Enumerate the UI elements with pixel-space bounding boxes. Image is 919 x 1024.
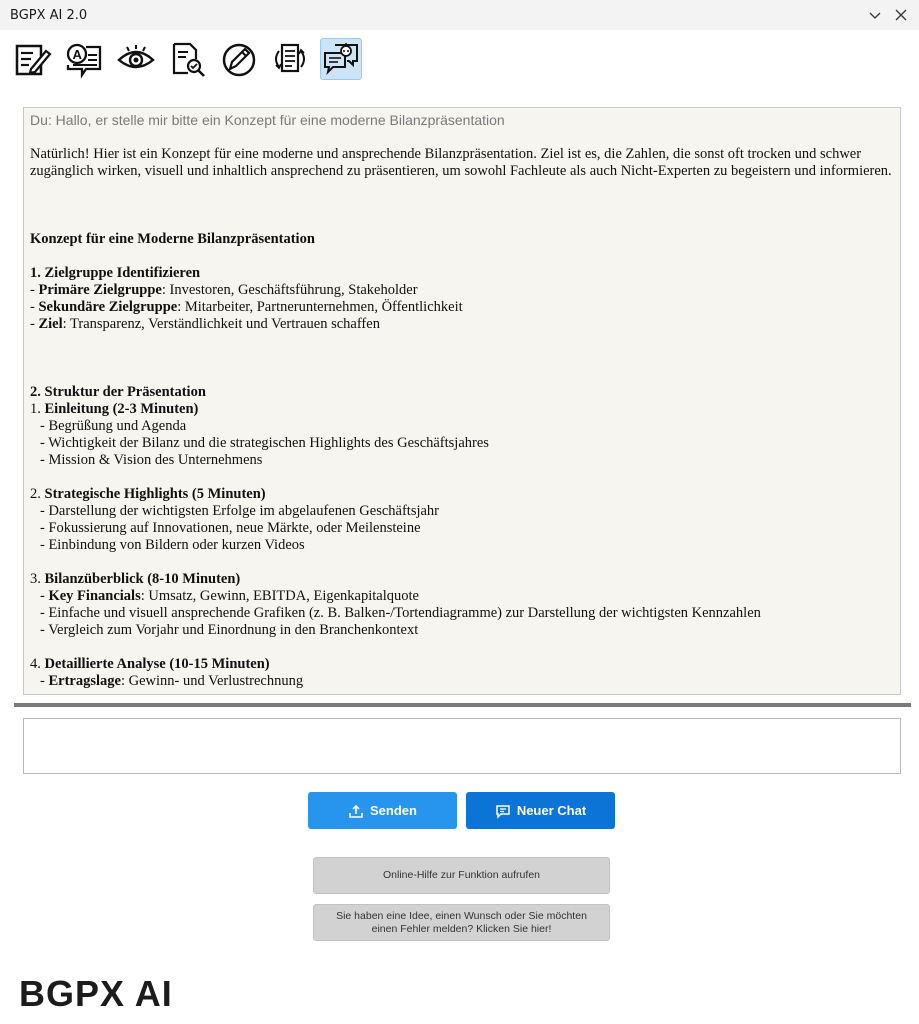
window-title: BGPX AI 2.0 (10, 8, 88, 23)
send-button-label: Senden (370, 803, 417, 818)
list-item: - Begrüßung und Agenda (40, 418, 187, 434)
new-chat-button-label: Neuer Chat (516, 803, 587, 818)
list-item: - Key Financials: Umsatz, Gewinn, EBITDA, Eigenkapitalquote (40, 588, 419, 604)
write-document-icon[interactable] (12, 38, 54, 80)
sub-heading: 4. Detaillierte Analyse (10-15 Minuten) (30, 656, 270, 672)
help-button[interactable]: Online-Hilfe zur Funktion aufrufen (313, 857, 610, 894)
document-transfer-icon[interactable] (269, 38, 311, 80)
sub-heading: 2. Strategische Highlights (5 Minuten) (30, 486, 266, 502)
chat-bubble-icon (495, 803, 511, 819)
chat-output[interactable] (23, 107, 901, 695)
list-item: - Sekundäre Zielgruppe: Mitarbeiter, Partnerunternehmen, Öffentlichkeit (30, 299, 463, 315)
eye-icon[interactable] (115, 38, 157, 80)
pencil-circle-icon[interactable] (218, 38, 260, 80)
svg-text:A: A (72, 47, 82, 62)
list-item: - Mission & Vision des Unternehmens (40, 452, 263, 468)
brand-logo: BGPX AI (19, 973, 173, 1014)
list-item: - Primäre Zielgruppe: Investoren, Geschäftsführung, Stakeholder (30, 282, 418, 298)
list-item: - Darstellung der wichtigsten Erfolge im abgelaufenen Geschäftsjahr (40, 503, 440, 519)
user-message: Du: Hallo, er stelle mir bitte ein Konzept für eine moderne Bilanzpräsentation (30, 112, 505, 128)
send-button[interactable] (308, 792, 457, 829)
new-chat-button[interactable] (466, 792, 615, 829)
list-item: - Ziel: Transparenz, Verständlichkeit und Vertrauen schaffen (30, 316, 380, 332)
chatbot-icon[interactable] (320, 38, 362, 80)
list-item: - Ertragslage: Gewinn- und Verlustrechnung (40, 673, 304, 689)
section-title: 1. Zielgruppe Identifizieren (30, 265, 201, 281)
list-item: - Einfache und visuell ansprechende Grafiken (z. B. Balken-/Tortendiagramme) zur Darstellung der wichtigsten Kennzahlen (40, 605, 761, 621)
send-icon (348, 803, 364, 819)
ai-heading: Konzept für eine Moderne Bilanzpräsentation (30, 231, 315, 247)
title-bar (0, 0, 919, 30)
text-recognition-icon[interactable] (63, 38, 105, 80)
chat-input[interactable] (23, 718, 901, 774)
section-title: 2. Struktur der Präsentation (30, 384, 206, 400)
ai-intro: Natürlich! Hier ist ein Konzept für eine moderne und ansprechende Bilanzpräsentation. Ziel ist es, die Zahlen, die sonst oft trocken und schwer zugänglich wirken, visuell und inhaltlich ansprechend zu präsentieren, um sowohl Fachleute als auch Nicht-Experten zu begeistern und informieren. (30, 146, 892, 179)
ai-response (30, 146, 894, 690)
sub-heading: 1. Einleitung (2-3 Minuten) (30, 401, 199, 417)
tool-bar (12, 38, 412, 82)
list-item: - Einbindung von Bildern oder kurzen Videos (40, 537, 305, 553)
feedback-button[interactable]: Sie haben eine Idee, einen Wunsch oder Sie möchten einen Fehler melden? Klicken Sie hier! (313, 904, 610, 941)
list-item: - Vergleich zum Vorjahr und Einordnung in den Branchenkontext (40, 622, 419, 638)
splitter-handle[interactable] (14, 703, 911, 707)
sub-heading: 3. Bilanzüberblick (8-10 Minuten) (30, 571, 241, 587)
collapse-chevron-icon[interactable] (864, 5, 886, 25)
list-item: - Wichtigkeit der Bilanz und die strategischen Highlights des Geschäftsjahres (40, 435, 489, 451)
document-search-icon[interactable] (167, 38, 209, 80)
close-icon[interactable] (890, 5, 912, 25)
list-item: - Fokussierung auf Innovationen, neue Märkte, oder Meilensteine (40, 520, 421, 536)
